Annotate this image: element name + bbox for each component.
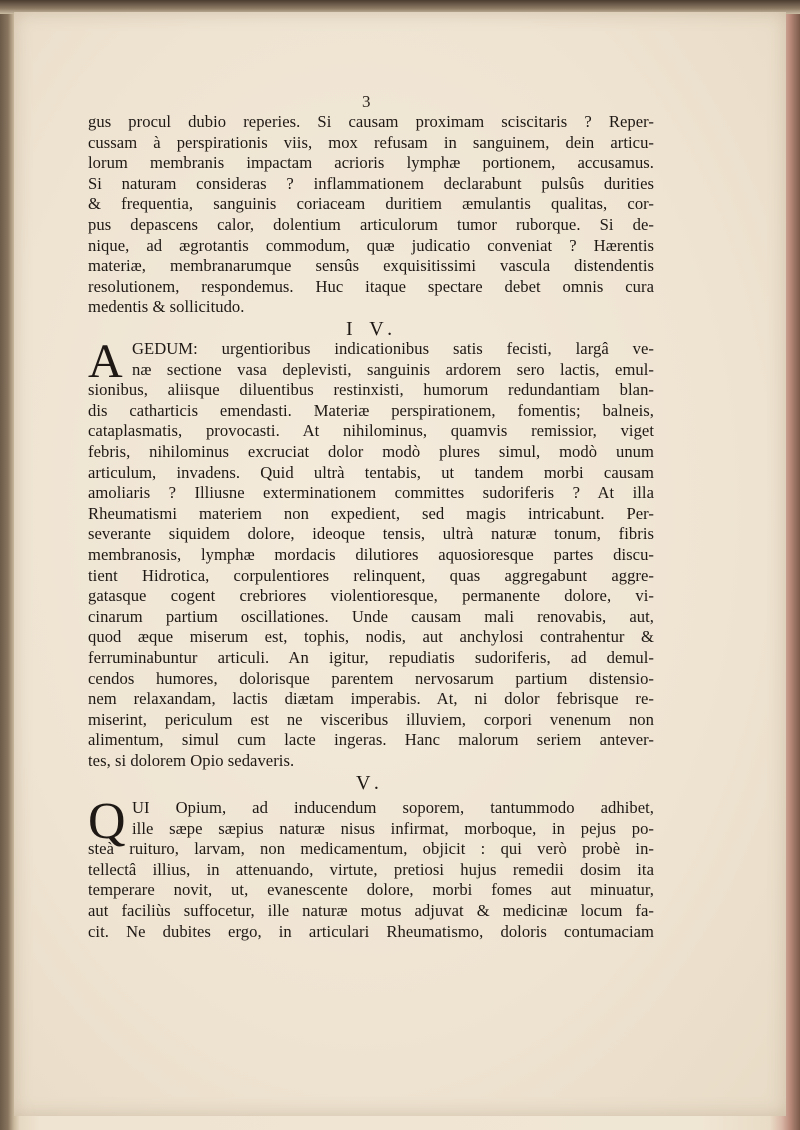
- text-line: gatasque cogent crebriores violentioresque, permanente dolore, vi-: [88, 586, 654, 606]
- drop-cap-q: Q: [88, 793, 126, 850]
- text-line: amoliaris ? Illiusne exterminationem committes sudoriferis ? At illa: [88, 483, 654, 503]
- text-line: sionibus, aliisque diluentibus restinxisti, humorum redundantiam blan-: [88, 380, 654, 400]
- text-line: tellectâ illius, in attenuando, virtute, pretiosi hujus remedii dosim ita: [88, 859, 654, 879]
- text-line: UI Opium, ad inducendum soporem, tantummodo adhibet,: [132, 798, 654, 817]
- section-heading-iv: I V.: [346, 318, 399, 340]
- text-line: miserint, periculum est ne visceribus illuviem, corpori venenum non: [88, 709, 654, 729]
- text-line: membranosis, lymphæ mordacis dilutiores aquosioresque partes discu-: [88, 544, 654, 564]
- text-line: ferruminabuntur articuli. An igitur, repudiatis sudoriferis, ad demul-: [88, 647, 654, 667]
- text-line: ille sæpe sæpius naturæ nisus infirmat, morboque, in pejus po-: [132, 818, 654, 838]
- text-line: alimentum, simul cum lacte ingeras. Hanc malorum seriem antever-: [88, 730, 654, 750]
- paragraph-1: [88, 112, 654, 318]
- text-line: GEDUM: urgentioribus indicationibus satis fecisti, largâ ve-: [132, 339, 654, 358]
- text-line: & frequentia, sanguinis coriaceam duritiem æmulantis qualitas, cor-: [88, 194, 654, 214]
- text-line: tient Hidrotica, corpulentiores relinquent, quas aggregabunt aggre-: [88, 565, 654, 585]
- text-line: cit. Ne dubites ergo, in articulari Rheumatismo, doloris contumaciam: [88, 921, 654, 941]
- text-line: severante siquidem dolore, ideoque tensis, ultrà naturæ tonum, fibris: [88, 524, 654, 544]
- text-line: materiæ, membranarumque sensûs exquisitissimi vascula distendentis: [88, 256, 654, 276]
- text-line: nem relaxandam, lactis diætam imperabis. At, ni dolor febrisque re-: [88, 689, 654, 709]
- text-line: gus procul dubio reperies. Si causam proximam sciscitaris ? Reper-: [88, 112, 654, 131]
- text-line: Si naturam consideras ? inflammationem declarabunt pulsûs durities: [88, 173, 654, 193]
- text-line: dis catharticis emendasti. Materiæ perspirationem, fomentis; balneis,: [88, 400, 654, 420]
- text-line: steà ruituro, larvam, non medicamentum, objicit : qui verò probè in-: [88, 839, 654, 859]
- text-line: temperare novit, ut, evanescente dolore, morbi fomes aut minuatur,: [88, 880, 654, 900]
- drop-cap-a: A: [88, 335, 123, 388]
- text-line: quod æque miserum est, tophis, nodis, aut anchylosi contrahentur &: [88, 627, 654, 647]
- text-line: cataplasmatis, provocasti. At nihilominus, quamvis remissior, viget: [88, 421, 654, 441]
- text-line: cussam à perspirationis viis, mox refusam in sanguinem, dein articu-: [88, 132, 654, 152]
- paragraph-3: [88, 793, 654, 942]
- text-line: aut faciliùs suffocetur, ille naturæ motus adjuvat & medicinæ locum fa-: [88, 900, 654, 920]
- text-line: cendos humores, dolorisque parentem nervosarum partium distensio-: [88, 668, 654, 688]
- text-line: Rheumatismi materiem non expedient, sed magis intricabunt. Per-: [88, 503, 654, 523]
- section-heading-v: V.: [356, 772, 385, 794]
- text-line: medentis & sollicitudo.: [88, 297, 245, 317]
- text-line: næ sectione vasa deplevisti, sanguinis ardorem sero lactis, emul-: [132, 359, 654, 379]
- text-line: lorum membranis impactam acrioris lymphæ portionem, accusamus.: [88, 153, 654, 173]
- text-line: cinarum partium oscillationes. Unde causam mali renovabis, aut,: [88, 606, 654, 626]
- text-line: pus depascens calor, dolentium articulorum tumor ruborque. Si de-: [88, 214, 654, 234]
- page-number: 3: [362, 92, 371, 111]
- text-line: tes, si dolorem Opio sedaveris.: [88, 750, 295, 770]
- text-line: resolutionem, respondemus. Huc itaque spectare debet omnis cura: [88, 276, 654, 296]
- text-line: nique, ad ægrotantis commodum, quæ judicatio conveniat ? Hærentis: [88, 235, 654, 255]
- text-line: febris, nihilominus excruciat dolor modò plures simul, modò unum: [88, 441, 654, 461]
- text-line: articulum, invadens. Quid ultrà tentabis, ut tandem morbi causam: [88, 462, 654, 482]
- paragraph-2: [88, 335, 654, 771]
